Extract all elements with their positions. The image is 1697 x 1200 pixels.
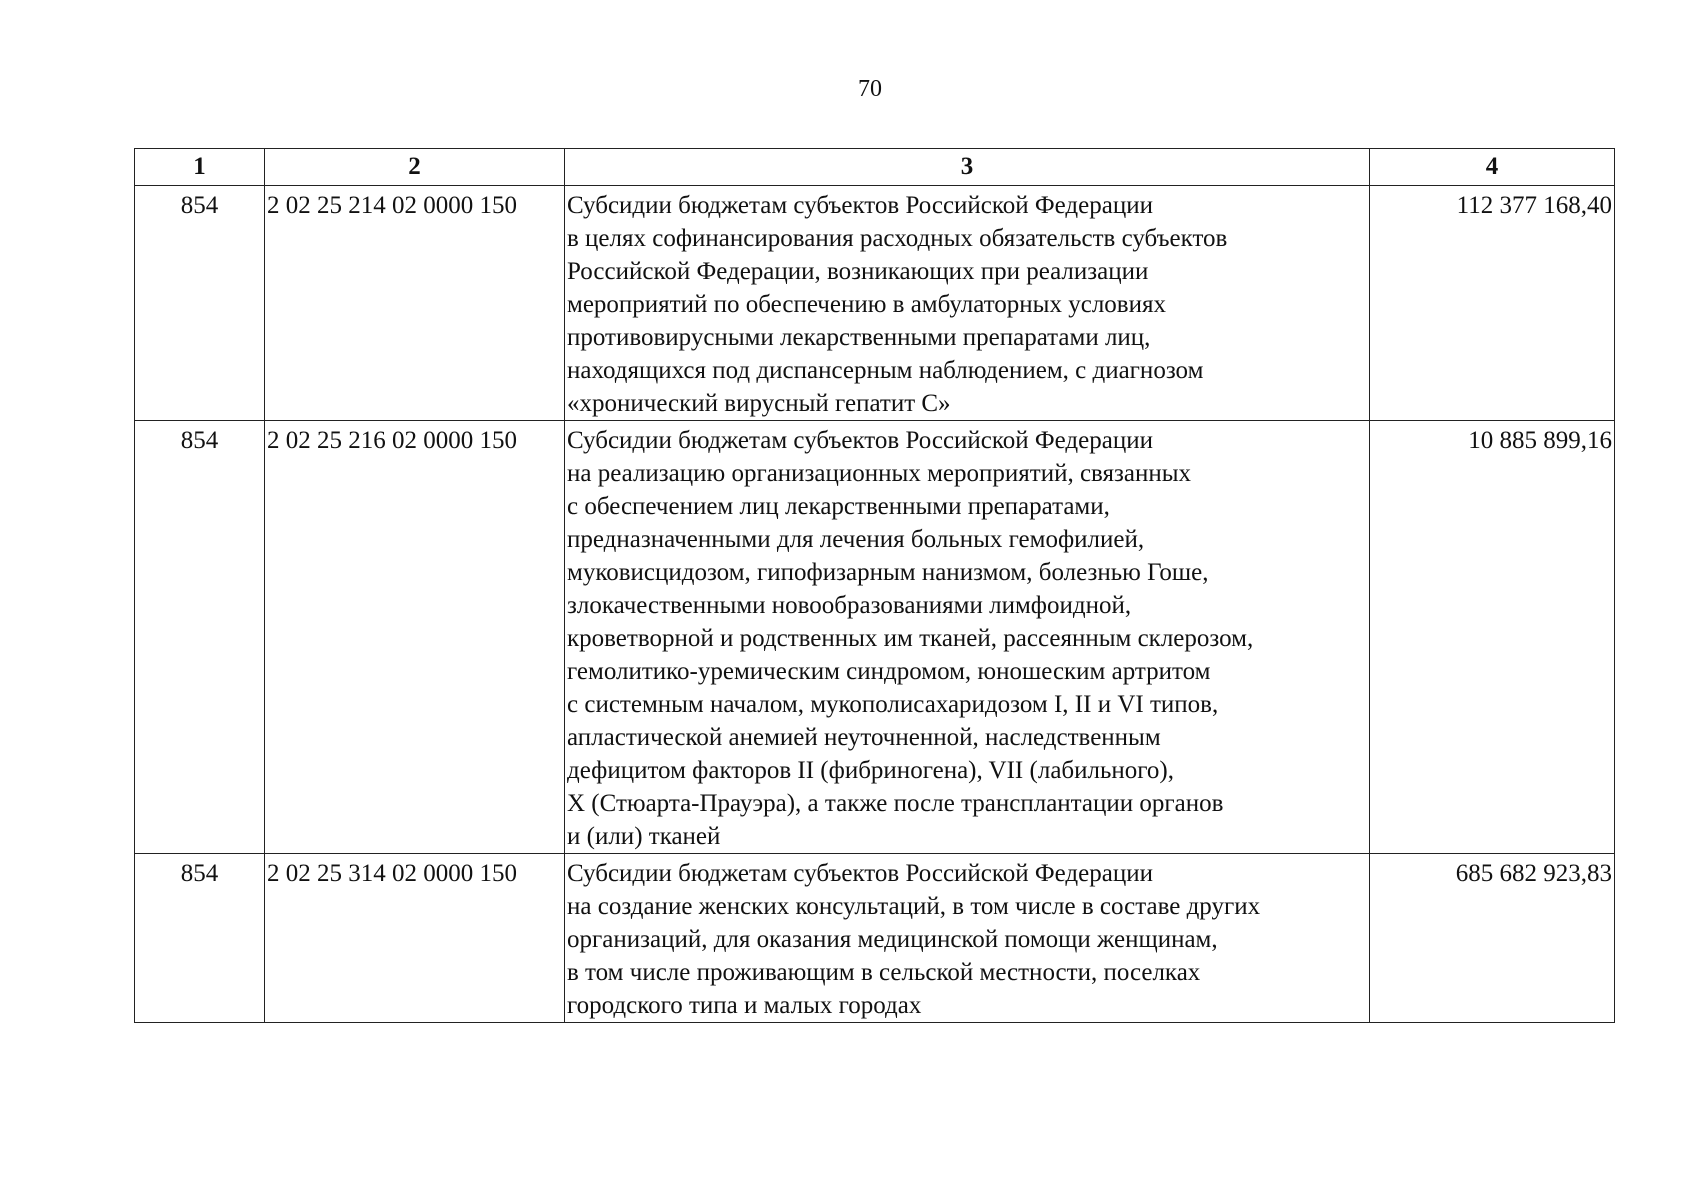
table-row: [135, 186, 1615, 421]
description-line: предназначенными для лечения больных гемофилией,: [567, 526, 1145, 553]
description-line: Субсидии бюджетам субъектов Российской Федерации: [567, 860, 1153, 887]
description-line: гемолитико-уремическим синдромом, юношеским артритом: [567, 658, 1211, 685]
classification-code-cell: 2 02 25 314 02 0000 150: [265, 854, 565, 1023]
description-line: «хронический вирусный гепатит С»: [567, 390, 951, 417]
description-line: в том числе проживающим в сельской местности, поселках: [567, 959, 1201, 986]
description-line: Субсидии бюджетам субъектов Российской Федерации: [567, 192, 1153, 219]
description-cell: [565, 421, 1370, 854]
description-line: Российской Федерации, возникающих при реализации: [567, 258, 1149, 285]
column-header-2: 2: [265, 149, 565, 186]
description-line: Субсидии бюджетам субъектов Российской Федерации: [567, 427, 1153, 454]
description-line: городского типа и малых городах: [567, 992, 922, 1019]
description-line: муковисцидозом, гипофизарным нанизмом, болезнью Гоше,: [567, 559, 1209, 586]
description-line: кроветворной и родственных им тканей, рассеянным склерозом,: [567, 625, 1254, 652]
classification-code-cell: 2 02 25 214 02 0000 150: [265, 186, 565, 421]
description-line: на реализацию организационных мероприятий, связанных: [567, 460, 1192, 487]
column-header-3: 3: [565, 149, 1370, 186]
description-line: с системным началом, мукополисахаридозом I, II и VI типов,: [567, 691, 1219, 718]
column-header-4: 4: [1370, 149, 1615, 186]
amount-cell: 10 885 899,16: [1370, 421, 1615, 854]
description-line: в целях софинансирования расходных обязательств субъектов: [567, 225, 1228, 252]
description-line: мероприятий по обеспечению в амбулаторных условиях: [567, 291, 1166, 318]
description-line: дефицитом факторов II (фибриногена), VII (лабильного),: [567, 757, 1174, 784]
description-line: организаций, для оказания медицинской помощи женщинам,: [567, 926, 1218, 953]
header-row: [135, 149, 1615, 186]
amount-cell: 685 682 923,83: [1370, 854, 1615, 1023]
description-line: X (Стюарта-Прауэра), а также после трансплантации органов: [567, 790, 1224, 817]
column-header-1: 1: [135, 149, 265, 186]
description-cell: [565, 186, 1370, 421]
admin-code-cell: 854: [135, 854, 265, 1023]
description-cell: [565, 854, 1370, 1023]
description-line: находящихся под диспансерным наблюдением, с диагнозом: [567, 357, 1204, 384]
description-line: на создание женских консультаций, в том числе в составе других: [567, 893, 1261, 920]
description-line: и (или) тканей: [567, 823, 721, 850]
table-row: [135, 854, 1615, 1023]
budget-table: [134, 148, 1615, 1023]
table-row: [135, 421, 1615, 854]
description-line: противовирусными лекарственными препаратами лиц,: [567, 324, 1151, 351]
classification-code-cell: 2 02 25 216 02 0000 150: [265, 421, 565, 854]
admin-code-cell: 854: [135, 421, 265, 854]
page-number: 70: [858, 76, 882, 102]
admin-code-cell: 854: [135, 186, 265, 421]
table-body: [135, 186, 1615, 1023]
table-header: [135, 149, 1615, 186]
description-line: злокачественными новообразованиями лимфоидной,: [567, 592, 1132, 619]
description-line: апластической анемией неуточненной, наследственным: [567, 724, 1161, 751]
description-line: с обеспечением лиц лекарственными препаратами,: [567, 493, 1110, 520]
amount-cell: 112 377 168,40: [1370, 186, 1615, 421]
